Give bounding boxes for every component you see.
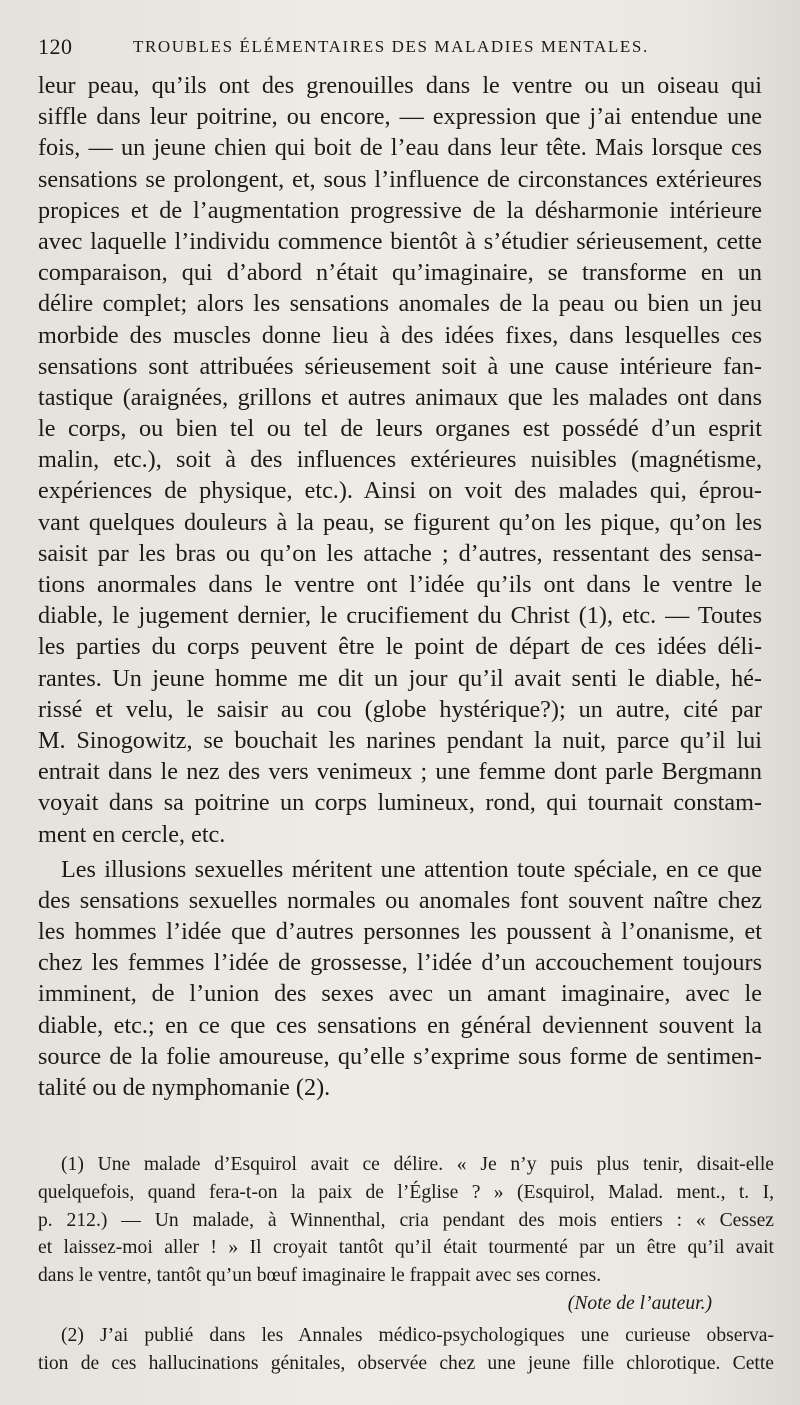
text-line: leur peau, qu’ils ont des grenouilles dans le ventre ou un oiseau qui xyxy=(38,72,762,99)
text-line: comparaison, qui d’abord n’était qu’imaginaire, se transforme en un xyxy=(38,259,762,287)
text-line: sensations sont attribuées sérieusement soit à une cause intérieure fan- xyxy=(38,352,762,380)
text-line: talité ou de nymphomanie (2). xyxy=(38,1074,331,1101)
text-line: rantes. Un jeune homme me dit un jour qu’il avait senti le diable, hé- xyxy=(38,664,762,692)
footnote-attribution: (Note de l’auteur.) xyxy=(567,1292,712,1314)
footnote-line: p. 212.) — Un malade, à Winnenthal, cria pendant des mois entiers : « Cessez xyxy=(38,1209,774,1231)
text-line: imminent, de l’union des sexes avec un amant imaginaire, avec le xyxy=(38,980,762,1008)
footnote-line: dans le ventre, tantôt qu’un bœuf imaginaire le frappait avec ses cornes. xyxy=(38,1265,602,1287)
text-line: les hommes l’idée que d’autres personnes les poussent à l’onanisme, et xyxy=(38,918,762,946)
text-line: expériences de physique, etc.). Ainsi on voit des malades qui, éprou- xyxy=(38,477,762,505)
text-line: entrait dans le nez des vers venimeux ; une femme dont parle Bergmann xyxy=(38,758,762,786)
text-line: les parties du corps peuvent être le point de départ de ces idées déli- xyxy=(38,633,762,661)
text-line: avec laquelle l’individu commence bientôt à s’étudier sérieusement, cette xyxy=(38,227,762,255)
text-line: le corps, ou bien tel ou tel de leurs organes est possédé d’un esprit xyxy=(38,415,762,443)
text-line: source de la folie amoureuse, qu’elle s’exprime sous forme de sentimen- xyxy=(38,1042,762,1070)
paragraph-1 xyxy=(38,70,762,850)
text-line: des sensations sexuelles normales ou anomales font souvent naître chez xyxy=(38,886,762,914)
text-line: délire complet; alors les sensations anomales de la peau ou bien un jeu xyxy=(38,290,762,318)
text-line: tastique (araignées, grillons et autres animaux que les malades ont dans xyxy=(38,383,762,411)
text-line: sensations se prolongent, et, sous l’influence de circonstances extérieures xyxy=(38,165,762,193)
footnote-2 xyxy=(38,1322,774,1378)
text-line: ment en cercle, etc. xyxy=(38,820,226,848)
footnote-1 xyxy=(38,1151,774,1318)
footnote-line: (1) Une malade d’Esquirol avait ce délire. « Je n’y puis plus tenir, disait-elle xyxy=(61,1154,774,1175)
main-text xyxy=(38,70,762,1103)
text-line: vant quelques douleurs à la peau, se figurent qu’on les pique, qu’on les xyxy=(38,508,762,536)
text-line: voyait dans sa poitrine un corps lumineux, rond, qui tournait constam- xyxy=(38,789,762,817)
text-line: fois, — un jeune chien qui boit de l’eau dans leur tête. Mais lorsque ces xyxy=(38,134,762,162)
text-line: diable, etc.; en ce que ces sensations en général deviennent souvent la xyxy=(38,1011,762,1039)
footnote-line: quelquefois, quand fera-t-on la paix de l’Église ? » (Esquirol, Malad. ment., t. I, xyxy=(38,1181,774,1203)
text-line: malin, etc.), soit à des influences extérieures nuisibles (magnétisme, xyxy=(38,446,762,474)
footnotes xyxy=(38,1151,774,1377)
footnote-line: tion de ces hallucinations génitales, observée chez une jeune fille chlorotique. Cette xyxy=(38,1352,774,1374)
text-line: Les illusions sexuelles méritent une attention toute spéciale, en ce que xyxy=(61,855,762,883)
page-number: 120 xyxy=(38,34,73,59)
text-line: tions anormales dans le ventre ont l’idée qu’ils ont dans le ventre le xyxy=(38,571,762,598)
text-line: chez les femmes l’idée de grossesse, l’idée d’un accouchement toujours xyxy=(38,949,762,977)
paragraph-2 xyxy=(38,854,762,1104)
footnote-line: et laissez-moi aller ! » Il croyait tantôt qu’il était tourmenté par un être qu’il avait xyxy=(38,1237,774,1259)
text-line: diable, le jugement dernier, le crucifiement du Christ (1), etc. — Toutes xyxy=(38,602,762,630)
text-line: morbide des muscles donne lieu à des idées fixes, dans lesquelles ces xyxy=(38,321,762,349)
text-line: siffle dans leur poitrine, ou encore, — expression que j’ai entendue une xyxy=(38,103,762,131)
text-line: saisit par les bras ou qu’on les attache ; d’autres, ressentant des sensa- xyxy=(38,539,762,567)
page-header xyxy=(38,34,778,64)
text-line: rissé et velu, le saisir au cou (globe hystérique?); un autre, cité par xyxy=(38,695,762,723)
text-line: propices et de l’augmentation progressive de la désharmonie intérieure xyxy=(38,196,762,224)
running-title: TROUBLES ÉLÉMENTAIRES DES MALADIES MENTALES. xyxy=(133,37,649,56)
text-line: M. Sinogowitz, se bouchait les narines pendant la nuit, parce qu’il lui xyxy=(38,726,762,754)
footnote-line: (2) J’ai publié dans les Annales médico-psychologiques une curieuse observa- xyxy=(61,1324,774,1346)
